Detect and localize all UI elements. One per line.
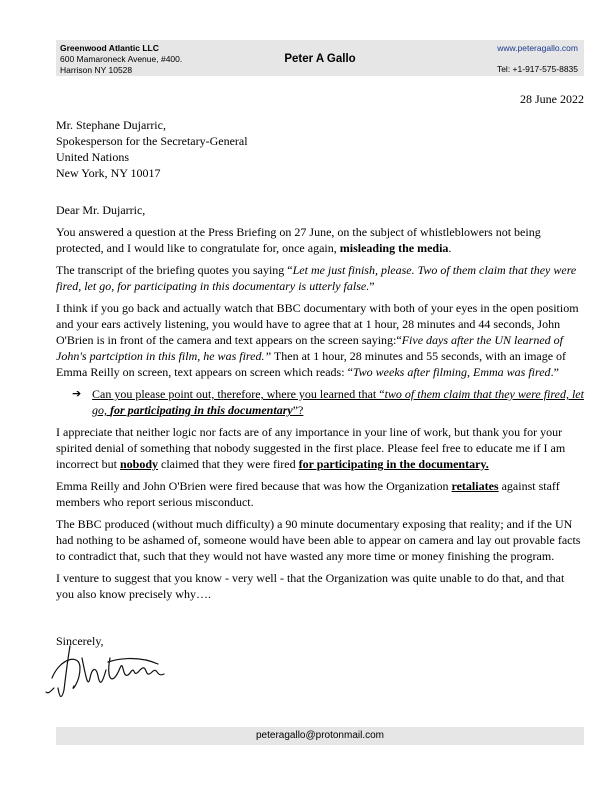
signature-image (40, 628, 170, 708)
emphasis: for participating in this documentary (110, 403, 293, 417)
paragraph-1: You answered a question at the Press Briefing on 27 June, on the subject of whistleblowers not being protected, and I would like to congratulate for, once again, misleading the media. (56, 225, 541, 255)
recipient-line: Spokesperson for the Secretary-General (56, 134, 248, 148)
company-address-line1: 600 Mamaroneck Avenue, #400. (60, 54, 183, 64)
closing: Sincerely, (56, 634, 104, 648)
quote: Two weeks after filming, Emma was fired (352, 365, 551, 379)
salutation: Dear Mr. Dujarric, (56, 203, 146, 217)
paragraph-6: The BBC produced (without much difficulty) a 90 minute documentary exposing that reality; and if the UN had nothing to be ashamed of, someone would have been able to appear on camera and lay out provable facts to contradict that, such that they would not have wasted any more time or money finishing the program. (56, 517, 581, 563)
recipient-line: New York, NY 10017 (56, 166, 161, 180)
paragraph-2: The transcript of the briefing quotes you saying “Let me just finish, please. Two of them claim that they were fired, let go, for participating in this documentary is utterly false.” (56, 263, 577, 293)
recipient-line: Mr. Stephane Dujarric, (56, 118, 166, 132)
company-name: Greenwood Atlantic LLC (60, 43, 159, 53)
paragraph-5: Emma Reilly and John O'Brien were fired because that was how the Organization retaliates against staff members who report serious misconduct. (56, 479, 560, 509)
bullet-question: ➔ Can you please point out, therefore, where you learned that “two of them claim that they were fired, let go, for participating in this documentary”? (72, 387, 584, 417)
recipient-address (56, 117, 584, 181)
emphasis: retaliates (451, 479, 499, 493)
letter-body (56, 117, 584, 608)
paragraph-3: I think if you go back and actually watch that BBC documentary with both of your eyes in the open positiom and your ears actively listening, you would have to agree that at 1 hour, 28 minutes and 44 seconds, John O'Brien is in front of the camera and text appears on the screen saying:“Five days after the UN learned of John's partciption in this film, he was fired.” Then at 1 hour, 28 minutes and 55 seconds, with an image of Emma Reilly on screen, text appears on screen which reads: “Two weeks after filming, Emma was fired.” (56, 301, 579, 379)
sender-name: Peter A Gallo (284, 53, 356, 65)
emphasis: misleading the media (339, 241, 449, 255)
quote: Five days after the UN learned of John's partciption in this film, he was fired.” (56, 333, 563, 363)
footer-email[interactable]: peteragallo@protonmail.com (56, 727, 584, 745)
paragraph-7: I venture to suggest that you know - very well - that the Organization was quite unable to do that, and that you also know precisely why…. (56, 571, 565, 601)
recipient-line: United Nations (56, 150, 129, 164)
right-arrow-icon: ➔ (72, 387, 82, 400)
emphasis: for participating in the documentary. (298, 457, 489, 471)
telephone: Tel: +1-917-575-8835 (496, 64, 578, 74)
letter-date: 28 June 2022 (520, 92, 584, 106)
letterhead (56, 40, 584, 76)
website-link[interactable]: www.peteragallo.com (497, 43, 578, 53)
emphasis: nobody (119, 457, 159, 471)
quote: Let me just finish, please. Two of them claim that they were fired, let go, for participating in this documentary is utterly false. (56, 263, 577, 293)
paragraph-4: I appreciate that neither logic nor facts are of any importance in your line of work, but thank you for your spirited denial of something that nobody suggested in the first place. Please feel free to educate me if I am incorrect but nobody claimed that they were fired for participating in the documentary. (56, 425, 566, 471)
company-address-line2: Harrison NY 10528 (60, 65, 133, 75)
